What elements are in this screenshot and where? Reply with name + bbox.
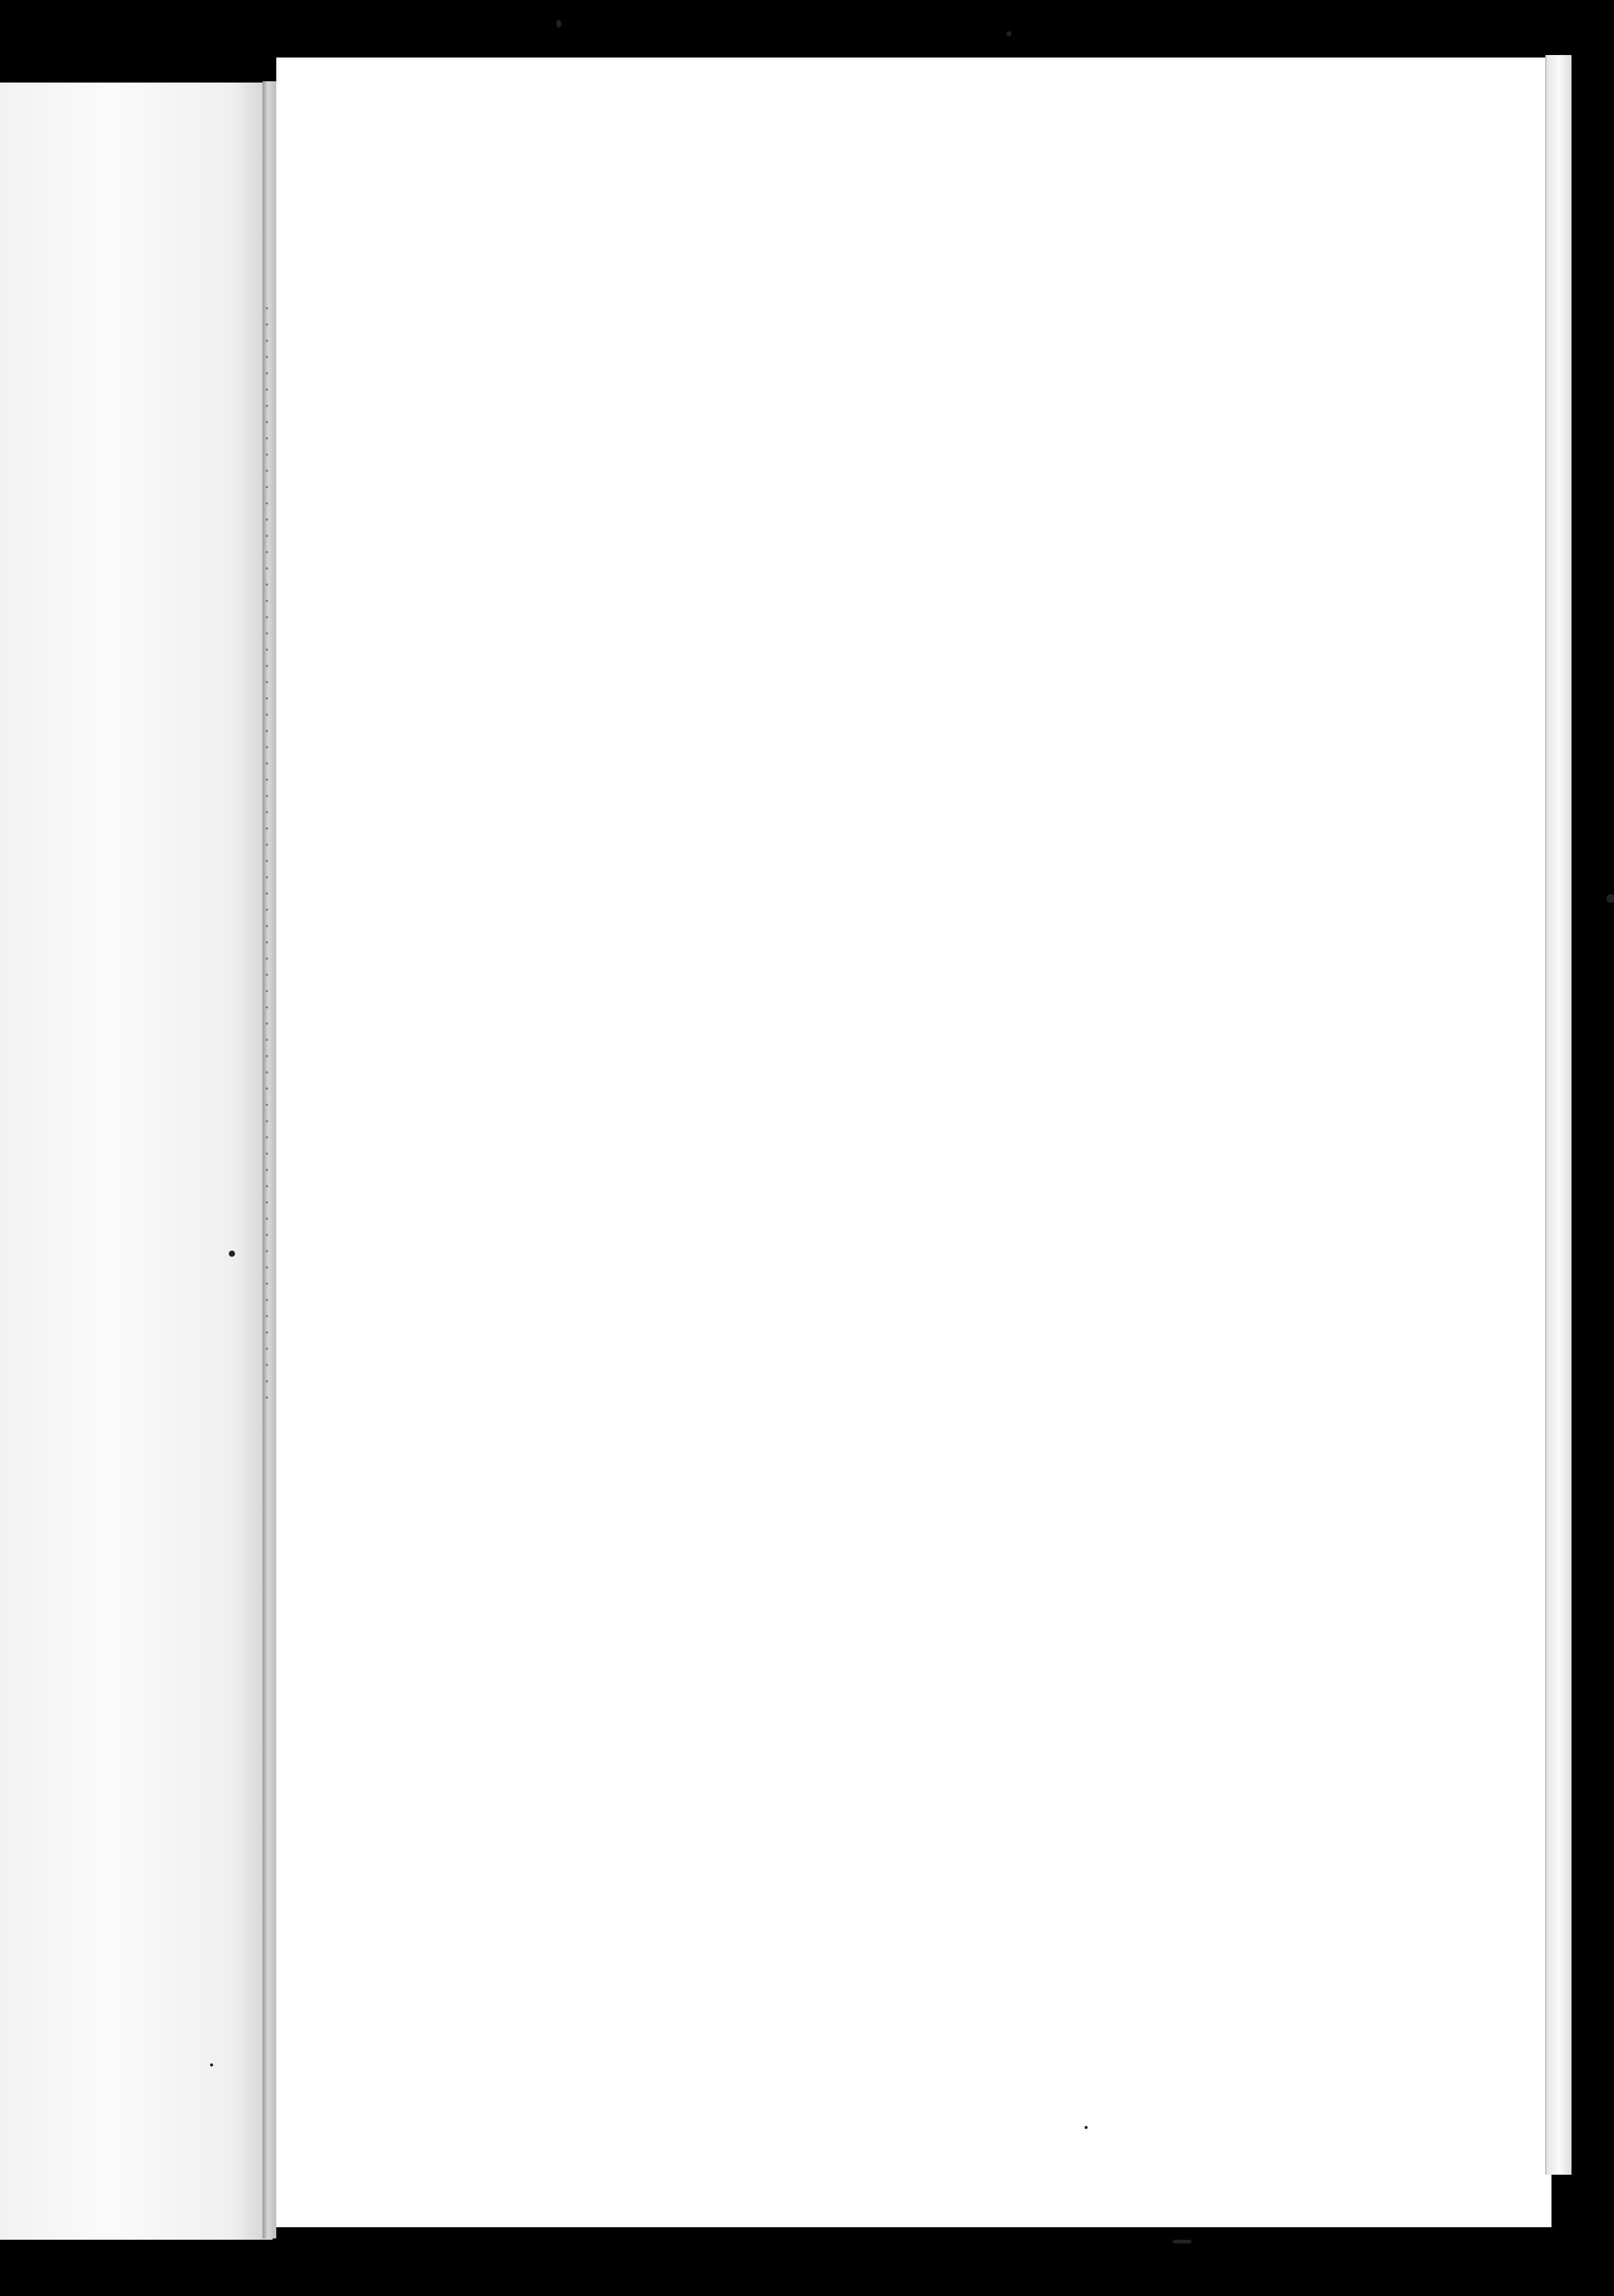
ink-speck bbox=[210, 2063, 213, 2067]
ink-speck bbox=[1173, 2240, 1191, 2243]
ink-speck bbox=[229, 1251, 235, 1257]
ink-speck bbox=[1606, 894, 1614, 903]
blank-right-page bbox=[276, 58, 1551, 2227]
ink-speck bbox=[556, 20, 561, 28]
right-page-edge bbox=[1545, 55, 1571, 2175]
ink-speck bbox=[1085, 2126, 1088, 2129]
gutter-binding-marks bbox=[265, 300, 269, 1401]
left-page-fragment bbox=[0, 83, 273, 2240]
ink-speck bbox=[1006, 31, 1011, 36]
